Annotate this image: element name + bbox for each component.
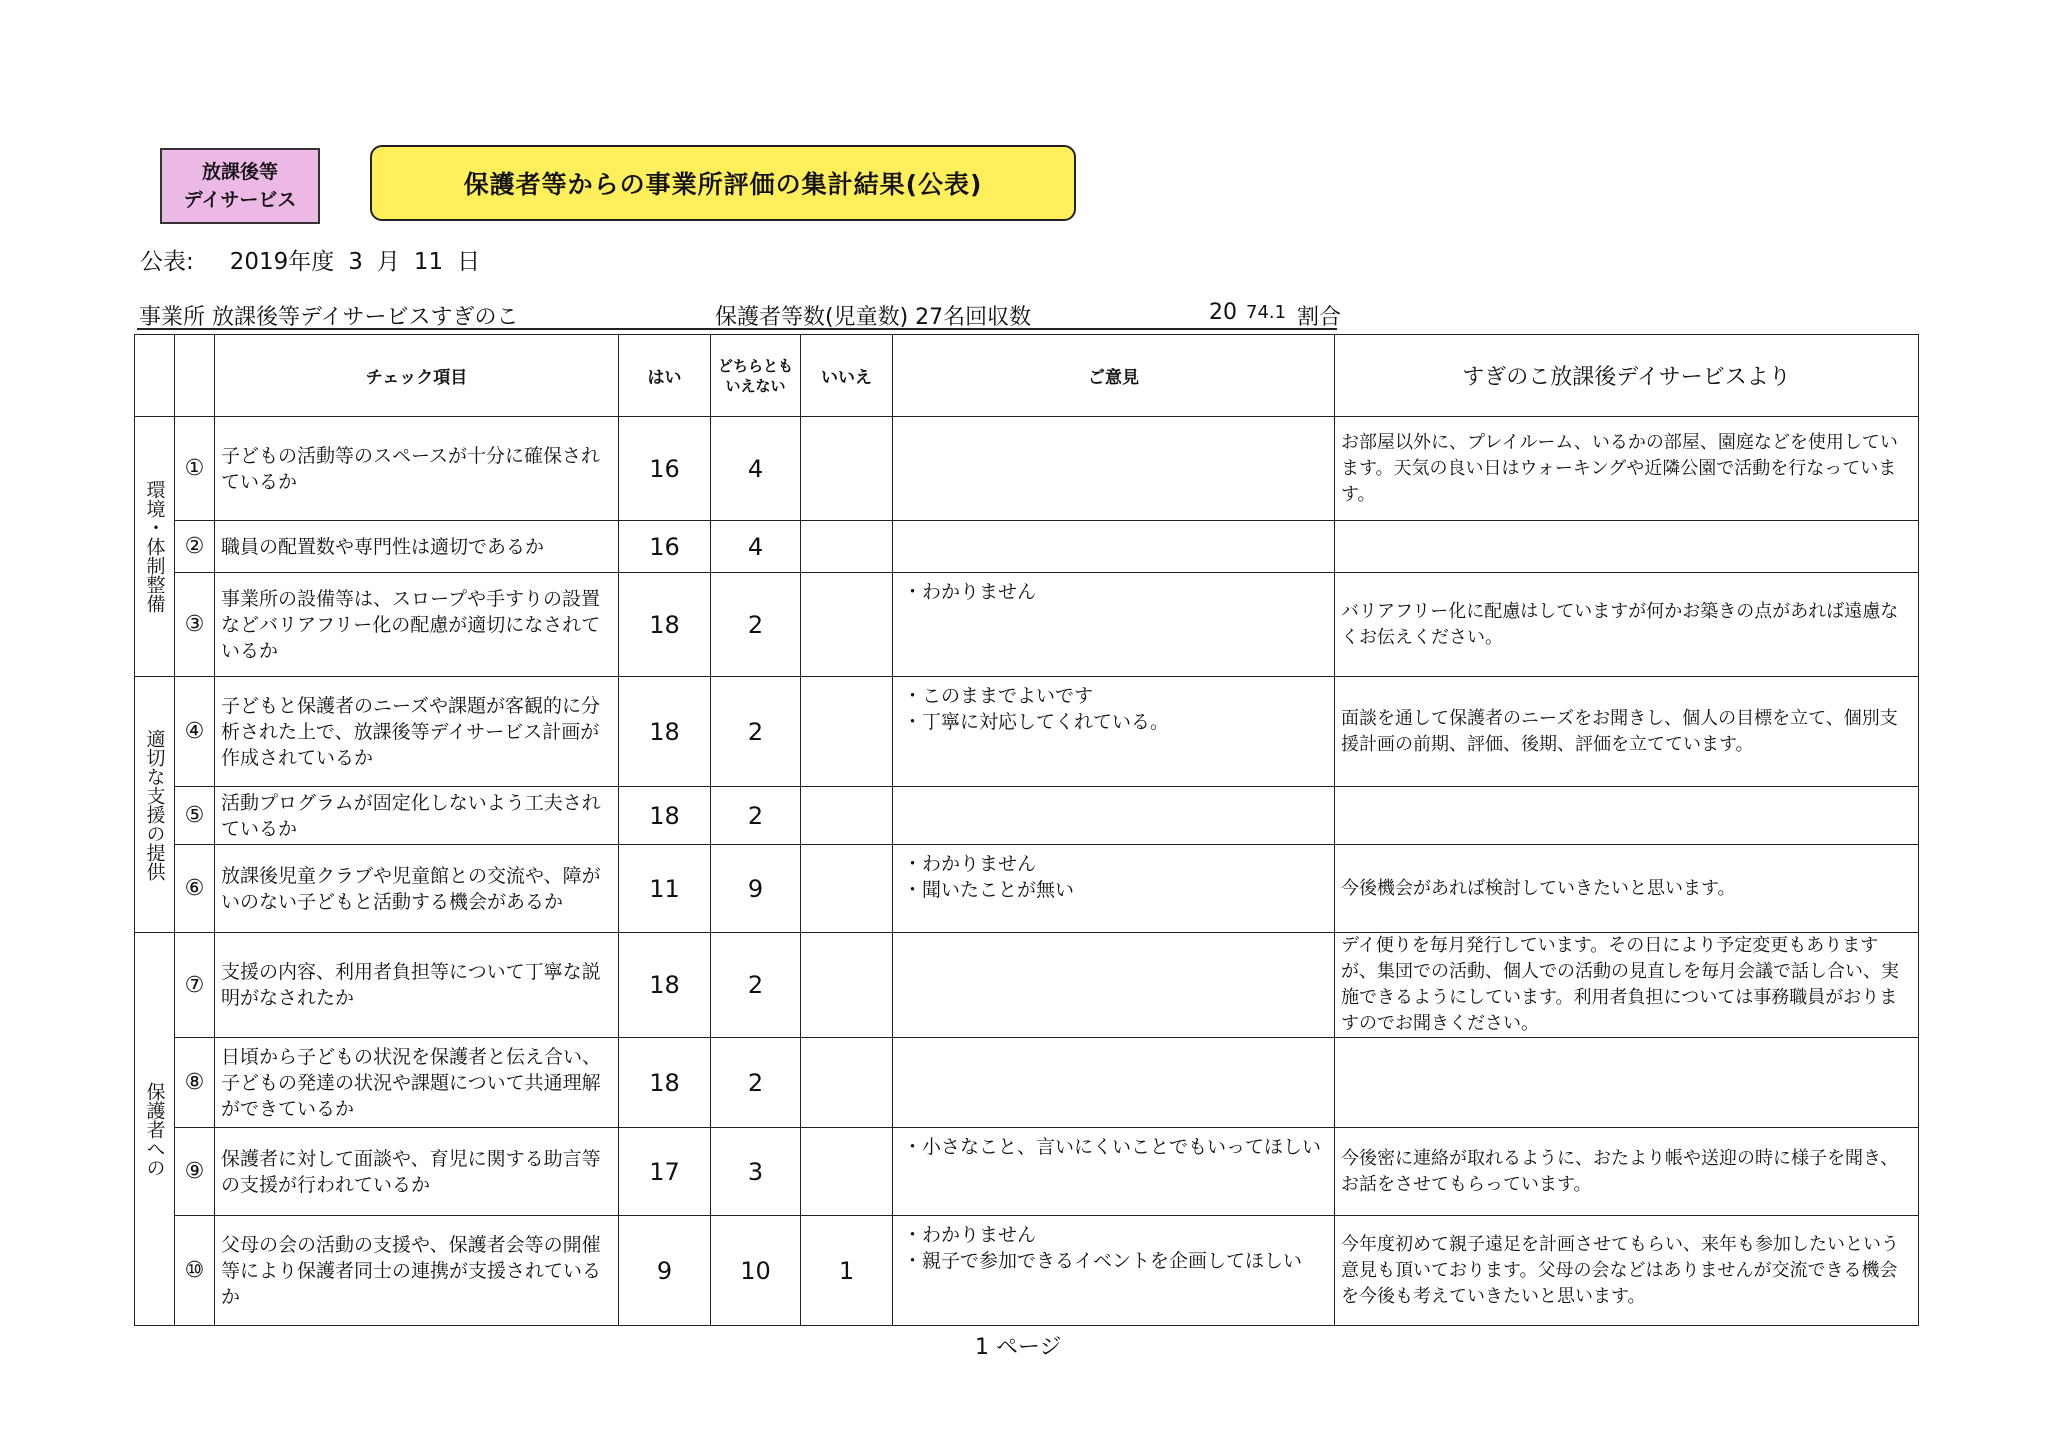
item-number: ③ — [175, 573, 215, 677]
table-header-row — [135, 335, 1919, 417]
no-count: 1 — [801, 1216, 893, 1326]
table-row — [135, 1216, 1919, 1326]
reply — [1335, 521, 1919, 573]
table-row — [135, 573, 1919, 677]
item-number: ⑧ — [175, 1038, 215, 1128]
neither-count: 4 — [711, 521, 801, 573]
table-row — [135, 677, 1919, 787]
opinion — [893, 417, 1335, 521]
section-label-env: 環境・体制整備 — [135, 417, 175, 677]
reply: 今年度初めて親子遠足を計画させてもらい、来年も参加したいという意見も頂いております。父母の会などはありませんが交流できる機会を今後も考えていきたいと思います。 — [1335, 1216, 1919, 1326]
neither-count: 2 — [711, 933, 801, 1038]
yes-count: 16 — [619, 521, 711, 573]
table-row — [135, 933, 1919, 1038]
reply — [1335, 787, 1919, 845]
publish-date — [140, 243, 494, 276]
opinion: ・わかりません — [893, 573, 1335, 677]
reply: お部屋以外に、プレイルーム、いるかの部屋、園庭などを使用しています。天気の良い日はウォーキングや近隣公園で活動を行なっています。 — [1335, 417, 1919, 521]
facility-name: 事業所 放課後等デイサービスすぎのこ — [139, 305, 519, 330]
header-neither — [711, 335, 801, 417]
header-check-item: チェック項目 — [215, 335, 619, 417]
item-number: ⑦ — [175, 933, 215, 1038]
neither-count: 2 — [711, 573, 801, 677]
check-item: 職員の配置数や専門性は適切であるか — [215, 521, 619, 573]
no-count — [801, 677, 893, 787]
service-badge — [160, 148, 320, 224]
collected-count: 20 — [1209, 300, 1237, 325]
no-count — [801, 787, 893, 845]
check-item: 父母の会の活動の支援や、保護者会等の開催等により保護者同士の連携が支援されているか — [215, 1216, 619, 1326]
yes-count: 16 — [619, 417, 711, 521]
opinion: ・小さなこと、言いにくいことでもいってほしい — [893, 1128, 1335, 1216]
header-neither-line-1: どちらとも — [717, 356, 793, 375]
item-number: ⑨ — [175, 1128, 215, 1216]
reply: バリアフリー化に配慮はしていますが何かお築きの点があれば遠慮なくお伝えください。 — [1335, 573, 1919, 677]
yes-count: 18 — [619, 1038, 711, 1128]
badge-line-1: 放課後等 — [201, 161, 278, 183]
publish-month-unit: 月 — [376, 249, 400, 275]
neither-count: 2 — [711, 1038, 801, 1128]
publish-day-unit: 日 — [457, 249, 481, 275]
no-count — [801, 417, 893, 521]
document-title: 保護者等からの事業所評価の集計結果(公表) — [370, 145, 1076, 221]
item-number: ④ — [175, 677, 215, 787]
opinion — [893, 787, 1335, 845]
no-count — [801, 573, 893, 677]
reply: 面談を通して保護者のニーズをお聞きし、個人の目標を立て、個別支援計画の前期、評価、後期、評価を立てています。 — [1335, 677, 1919, 787]
publish-day: 11 — [413, 249, 444, 275]
item-number: ⑥ — [175, 845, 215, 933]
table-row — [135, 521, 1919, 573]
header-no: いいえ — [801, 335, 893, 417]
opinion: ・このままでよいです ・丁寧に対応してくれている。 — [893, 677, 1335, 787]
no-count — [801, 845, 893, 933]
yes-count: 17 — [619, 1128, 711, 1216]
check-item: 日頃から子どもの状況を保護者と伝え合い、子どもの発達の状況や課題について共通理解ができているか — [215, 1038, 619, 1128]
yes-count: 18 — [619, 573, 711, 677]
check-item: 支援の内容、利用者負担等について丁寧な説明がなされたか — [215, 933, 619, 1038]
badge-line-2: デイサービス — [183, 189, 297, 211]
check-item: 放課後児童クラブや児童館との交流や、障がいのない子どもと活動する機会があるか — [215, 845, 619, 933]
section-label-support: 適切な支援の提供 — [135, 677, 175, 933]
yes-count: 11 — [619, 845, 711, 933]
response-rate: 74.1 — [1246, 302, 1287, 323]
publish-label: 公表: — [140, 249, 194, 275]
no-count — [801, 933, 893, 1038]
no-count — [801, 1038, 893, 1128]
check-item: 子どもと保護者のニーズや課題が客観的に分析された上で、放課後等デイサービス計画が作成されているか — [215, 677, 619, 787]
check-item: 保護者に対して面談や、育児に関する助言等の支援が行われているか — [215, 1128, 619, 1216]
neither-count: 2 — [711, 677, 801, 787]
neither-count: 2 — [711, 787, 801, 845]
item-number: ⑩ — [175, 1216, 215, 1326]
yes-count: 18 — [619, 787, 711, 845]
opinion — [893, 933, 1335, 1038]
reply: 今後機会があれば検討していきたいと思います。 — [1335, 845, 1919, 933]
yes-count: 18 — [619, 677, 711, 787]
table-row — [135, 417, 1919, 521]
no-count — [801, 521, 893, 573]
reply: 今後密に連絡が取れるように、おたより帳や送迎の時に様子を聞き、お話をさせてもらっています。 — [1335, 1128, 1919, 1216]
reply — [1335, 1038, 1919, 1128]
table-row — [135, 845, 1919, 933]
yes-count: 18 — [619, 933, 711, 1038]
rate-label: 割合 — [1297, 305, 1342, 330]
header-opinion: ご意見 — [893, 335, 1335, 417]
opinion — [893, 521, 1335, 573]
page-number: 1 ページ — [975, 1335, 1062, 1360]
opinion — [893, 1038, 1335, 1128]
header-yes: はい — [619, 335, 711, 417]
header-reply: すぎのこ放課後デイサービスより — [1335, 335, 1919, 417]
facility-info — [137, 298, 1342, 330]
item-number: ⑤ — [175, 787, 215, 845]
table-row — [135, 1128, 1919, 1216]
table-row — [135, 1038, 1919, 1128]
section-label-parents: 保護者への — [135, 933, 175, 1326]
yes-count: 9 — [619, 1216, 711, 1326]
publish-year: 2019年度 — [229, 249, 335, 275]
check-item: 活動プログラムが固定化しないよう工夫されているか — [215, 787, 619, 845]
check-item: 事業所の設備等は、スロープや手すりの設置などバリアフリー化の配慮が適切になされているか — [215, 573, 619, 677]
header-neither-line-2: いえない — [725, 376, 786, 395]
evaluation-table — [134, 334, 1919, 1326]
reply: デイ便りを毎月発行しています。その日により予定変更もありますが、集団での活動、個人での活動の見直しを毎月会議で話し合い、実施できるようにしています。利用者負担については事務職員がおりますのでお聞きください。 — [1335, 933, 1919, 1038]
opinion: ・わかりません ・聞いたことが無い — [893, 845, 1335, 933]
publish-month: 3 — [348, 249, 363, 275]
table-row — [135, 787, 1919, 845]
item-number: ② — [175, 521, 215, 573]
opinion: ・わかりません ・親子で参加できるイベントを企画してほしい — [893, 1216, 1335, 1326]
neither-count: 4 — [711, 417, 801, 521]
count-label: 保護者等数(児童数) 27名回収数 — [715, 305, 1032, 330]
no-count — [801, 1128, 893, 1216]
check-item: 子どもの活動等のスペースが十分に確保されているか — [215, 417, 619, 521]
neither-count: 9 — [711, 845, 801, 933]
item-number: ① — [175, 417, 215, 521]
neither-count: 3 — [711, 1128, 801, 1216]
neither-count: 10 — [711, 1216, 801, 1326]
